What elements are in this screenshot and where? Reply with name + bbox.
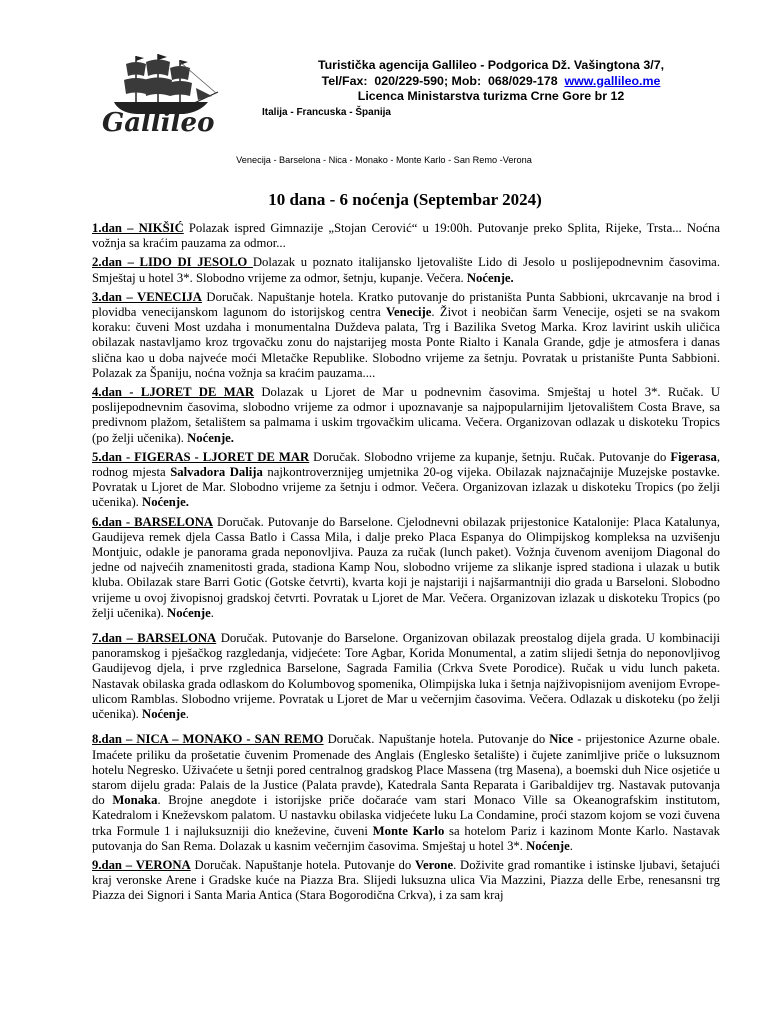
day-text: , rodnog mjesta — [92, 449, 721, 480]
day-text: Doručak. Napuštanje hotela. Putovanje do — [323, 732, 550, 747]
day-text: Dolazak u poznato italijansko ljetovalište Lido di Jesolo u poslijepodnevnim časovima. Smještaj u hotel 3*. Slobodno vrijeme za odmor, šetnju, kupanje. Večera. — [92, 255, 720, 285]
day-title: 9.dan – VERONA — [92, 857, 191, 872]
agency-phone: Tel/Fax: 020/229-590; Mob: 068/029-178 — [321, 73, 565, 88]
bold-text: Monte Karlo — [372, 823, 445, 838]
day-title: 1.dan – NIKŠIĆ — [92, 221, 184, 235]
day-text: Doručak. Napuštanje hotela. Putovanje do — [190, 857, 416, 872]
agency-header — [286, 58, 696, 105]
bold-text: Verone — [415, 857, 454, 872]
day-paragraph — [92, 858, 720, 904]
bold-text: Noćenje — [526, 838, 570, 853]
agency-contact — [286, 74, 696, 90]
day-text: - prijestonice Azurne obale. Imaćete priliku da prošetatie čuvenim Promenade des Anglais (Englesko šetalište) i čujete zanimljive priče o luksuznom hotelu Negresko. Uživaćete u šetnji pored centralnog gradskog Place Massena (trg Masena), a boemski duh Nice osjetiće u starom dijelu grada: Palais de la Justice (Palata pravde), Katedrala Santa Reparata i Garibaldijev trg. Nastavak putovanja do — [92, 732, 720, 808]
page-title: 10 dana - 6 noćenja (Septembar 2024) — [268, 190, 542, 209]
day-paragraph — [92, 515, 720, 621]
day-text: Doručak. Putovanje do Barselone. Cjelodnevni obilazak prijestonice Katalonije: Placa Katalunya, Gaudijeva remek djela Cassa Batlo i Cassa Mila, i dalje preko Placa Espanya do Olimpijskog kompleksa na uzvišenju Montjuic, odakle je panorama grada neponovljiva. Pauza za ručak (lunch paket). Vožnja čuvenom avenijom Diagonal do jedne od najvećih znamenitosti grada, stadiona Kamp Nou, slobodno vrijeme za slikanje ispred stadiona i ulazak u butik kluba. Obilazak stare Barri Gotic (Gotske četvrti), kvarta koji je najstariji i najšarmantniji dio grada u Barseloni. Slobodno vrijeme u ovoj živopisnoj gradskoj četvrti. Povratak u Ljoret de Mar. Večera. Organizovan izlazak u diskoteku Tropics (po želji učenika). — [92, 514, 720, 620]
bold-text: Salvadora Dalija — [170, 465, 263, 480]
day-paragraph — [92, 290, 720, 381]
bold-text: Figerasa — [670, 449, 717, 464]
bold-text: Noćenje — [167, 605, 211, 620]
agency-license: Licenca Ministarstva turizma Crne Gore br 12 — [357, 89, 625, 103]
bold-text: Noćenje. — [142, 495, 189, 510]
bold-text: Venecije — [386, 305, 432, 320]
day-text: Doručak. Putovanje do Barselone. Organizovan obilazak preostalog dijela grada. U kombinaciji panoramskog i pješačkog razgledanja, vidjećete: Tore Agbar, Korida Monumental, a zatim slijedi šetnja do neponovljivog Gaudijevog djela, i prve rzglednica Barselone, Sagrada Familia (Crkva Svete Porodice). Ručak u vidu lunch paketa. Nastavak obilaska grada odlaskom do Kolumbovog spomenika, Olimpijska luka i šetnja najživopisnijom avenijom Evrope-ulicom Ramblas. Slobodno vrijeme. Povratak u Ljoret de Mar u večernjim časovima. Večera. Odlazak u diskoteku (po želji učenika). — [92, 631, 720, 722]
day-title: 3.dan – VENECIJA — [92, 289, 202, 304]
day-title: 5.dan - FIGERAS - LJORET DE MAR — [92, 449, 310, 464]
day-text: . Život i neobičan šarm Venecije, osjeti se na svakom koraku: čuveni Most uzdaha i monumentalna Duždeva palata, Trg i Bazilika Svetog Marka. Kroz lavirint uskih uličica obilazak nastavljamo kroz trgovačku zonu do najstarijeg mosta Ponte Rialto i Kanala Grande, gdje je atmosfera i danas slična kao u doba najveće moći Mletačke Republike. Slobodno vrijeme za šetnju. Povratak u pristanište Punta Sabbioni. Polazak za Španiju, noćna vožnja sa kraćim pauzama.... — [92, 305, 720, 380]
gallileo-logo — [100, 52, 226, 142]
day-text: . Doživite grad romantike i istinske ljubavi, šetajući kraj veronske Arene i Gradske kuće na Piazza Bra. Slijedi luksuzna ulica Via Mazzini, Piazza delle Erbe, renesansni trg Piazza dei Signori i Santa Maria Antica (Stara Bogorodična Crkva), i za sam kraj — [92, 857, 720, 903]
day-text: Doručak. Napuštanje hotela. Kratko putovanje do pristaništa Punta Sabbioni, ukrcavanje na brod i plovidba venecijanskom lagunom do istorijskog centra — [92, 289, 720, 320]
day-text: Dolazak u Ljoret de Mar u podnevnim časovima. Smještaj u hotel 3*. Ručak. U poslijepodnevnim časovima, slobodno vrijeme za odmor i upoznavanje sa najpopularnijim ljetovalištem Costa Brave, sa predivnom plažom, šetalištem sa palmama i uskim trgovačkim ulicama. Večera. Organizovan odlazak u diskoteku Tropics (po želji učenika). — [92, 385, 721, 445]
day-text: . Brojne anegdote i istorijske priče dočaraće vam stari Monaco Ville sa Okeanografskim institutom, Katedralom i Kneževskom palatom. U nastavku obilaska vidjećete luku La Condamine, proći stazom kojom se vozi čuvena trka Formule 1 i najluksuzniji dio kneževine, čuveni — [92, 793, 721, 838]
day-title: 8.dan – NICA – MONAKO - SAN REMO — [92, 732, 324, 747]
day-text: . — [210, 605, 214, 620]
day-text: Polazak ispred Gimnazije „Stojan Cerović“ u 19:00h. Putovanje preko Splita, Rijeke, Trsta... Noćna vožnja sa kraćim pauzama za odmor... — [92, 221, 720, 251]
bold-text: Noćenje. — [187, 430, 234, 445]
agency-address: Turistička agencija Gallileo - Podgorica Dž. Vašingtona 3/7, — [317, 58, 665, 72]
day-paragraph — [92, 631, 720, 722]
day-title: 7.dan – BARSELONA — [92, 631, 217, 646]
bold-text: Monaka — [112, 793, 158, 808]
bold-text: Noćenje. — [466, 270, 514, 285]
day-paragraph — [92, 732, 720, 854]
day-paragraph — [92, 450, 720, 511]
countries-line: Italija - Francuska - Španija — [262, 107, 391, 118]
day-text: sa hotelom Pariz i kazinom Monte Karlo. Nastavak putovanja do San Rema. Dolazak u kasnim večernjim časovima. Smještaj u hotel 3*. — [92, 823, 720, 853]
day-title: 6.dan - BARSELONA — [92, 514, 214, 529]
route-line: Venecija - Barselona - Nica - Monako - Monte Karlo - San Remo -Verona — [236, 155, 532, 165]
bold-text: Noćenje — [142, 707, 186, 722]
day-paragraph — [92, 221, 720, 251]
logo-text: Gallileo — [102, 108, 215, 138]
day-text: najkontroverznijeg umjetnika 20-og vijeka. Obilazak najznačajnije Muzejske postavke. Povratak u Ljoret de Mar. Slobodno vrijeme za šetnju i odmor. Večera. Organizovan izlazak u diskoteku Tropics (po želji učenika). — [92, 465, 720, 510]
day-title: 4.dan - LJORET DE MAR — [92, 385, 255, 400]
day-title: 2.dan – LIDO DI JESOLO — [92, 255, 253, 270]
website-link[interactable]: www.gallileo.me — [564, 73, 661, 88]
day-text: . — [185, 707, 189, 722]
day-paragraph — [92, 255, 720, 285]
itinerary — [92, 221, 720, 908]
day-text: . — [569, 838, 573, 853]
bold-text: Nice — [549, 732, 574, 747]
day-paragraph — [92, 385, 720, 446]
day-text: Doručak. Slobodno vrijeme za kupanje, šetnju. Ručak. Putovanje do — [309, 449, 671, 464]
